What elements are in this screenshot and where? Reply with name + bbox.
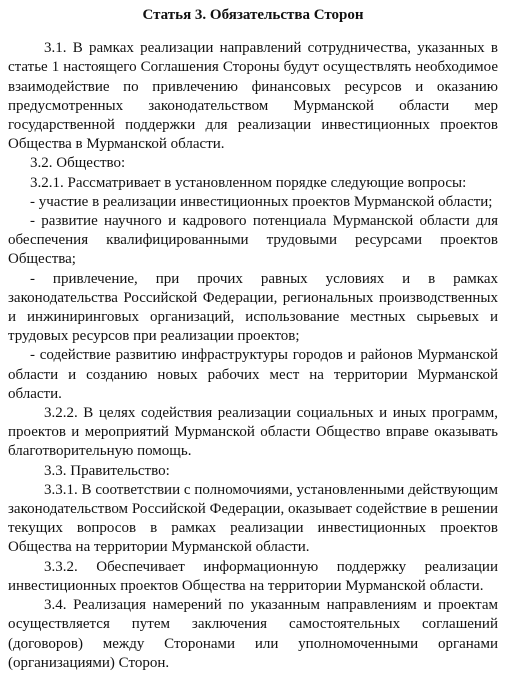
- paragraph-3-2-1: 3.2.1. Рассматривает в установленном порядке следующие вопросы:: [30, 174, 467, 191]
- paragraph-3-3-2: 3.3.2. Обеспечивает информационную поддержку реализации инвестиционных проектов Общества на территории Мурманской области.: [8, 558, 498, 594]
- document-page: [8, 4, 498, 673]
- paragraph-3-2-2: 3.2.2. В целях содействия реализации социальных и иных программ, проектов и мероприятий Мурманской области Общество вправе оказывать благотворительную помощь.: [8, 405, 498, 460]
- paragraph-3-4: 3.4. Реализация намерений по указанным направлениям и проектам осуществляется путем заключения самостоятельных соглашений (договоров) между Сторонами или уполномоченными органами (организациями) Сторон.: [8, 597, 498, 671]
- list-item-participation: - участие в реализации инвестиционных проектов Мурманской области;: [30, 193, 493, 210]
- article-heading: Статья 3. Обязательства Сторон: [142, 7, 364, 23]
- list-item-development: - развитие научного и кадрового потенциала Мурманской области для обеспечения квалифицированными трудовыми ресурсами проектов Общества;: [8, 213, 498, 268]
- paragraph-3-3: 3.3. Правительство:: [44, 462, 170, 479]
- paragraph-3-1: 3.1. В рамках реализации направлений сотрудничества, указанных в статье 1 настоящего Соглашения Стороны будут осуществлять необходимое взаимодействие по привлечению финансовых ресурсов и оказанию предусмотренных законодательством Мурманской области мер государственной поддержки для реализации инвестиционных проектов Общества в Мурманской области.: [8, 40, 498, 153]
- list-item-attraction: - привлечение, при прочих равных условиях и в рамках законодательства Российской Федерации, региональных производственных и инжиниринговых организаций, использование местных сырьевых и трудовых ресурсов при реализации проектов;: [8, 270, 498, 345]
- paragraph-3-3-1: 3.3.1. В соответствии с полномочиями, установленными действующим законодательством Российской Федерации, оказывает содействие в решении текущих вопросов в рамках реализации инвестиционных проектов Общества на территории Мурманской области.: [8, 481, 498, 556]
- list-item-infrastructure: - содействие развитию инфраструктуры городов и районов Мурманской области и созданию новых рабочих мест на территории Мурманской области.: [8, 347, 498, 402]
- paragraph-3-2: 3.2. Общество:: [30, 155, 126, 172]
